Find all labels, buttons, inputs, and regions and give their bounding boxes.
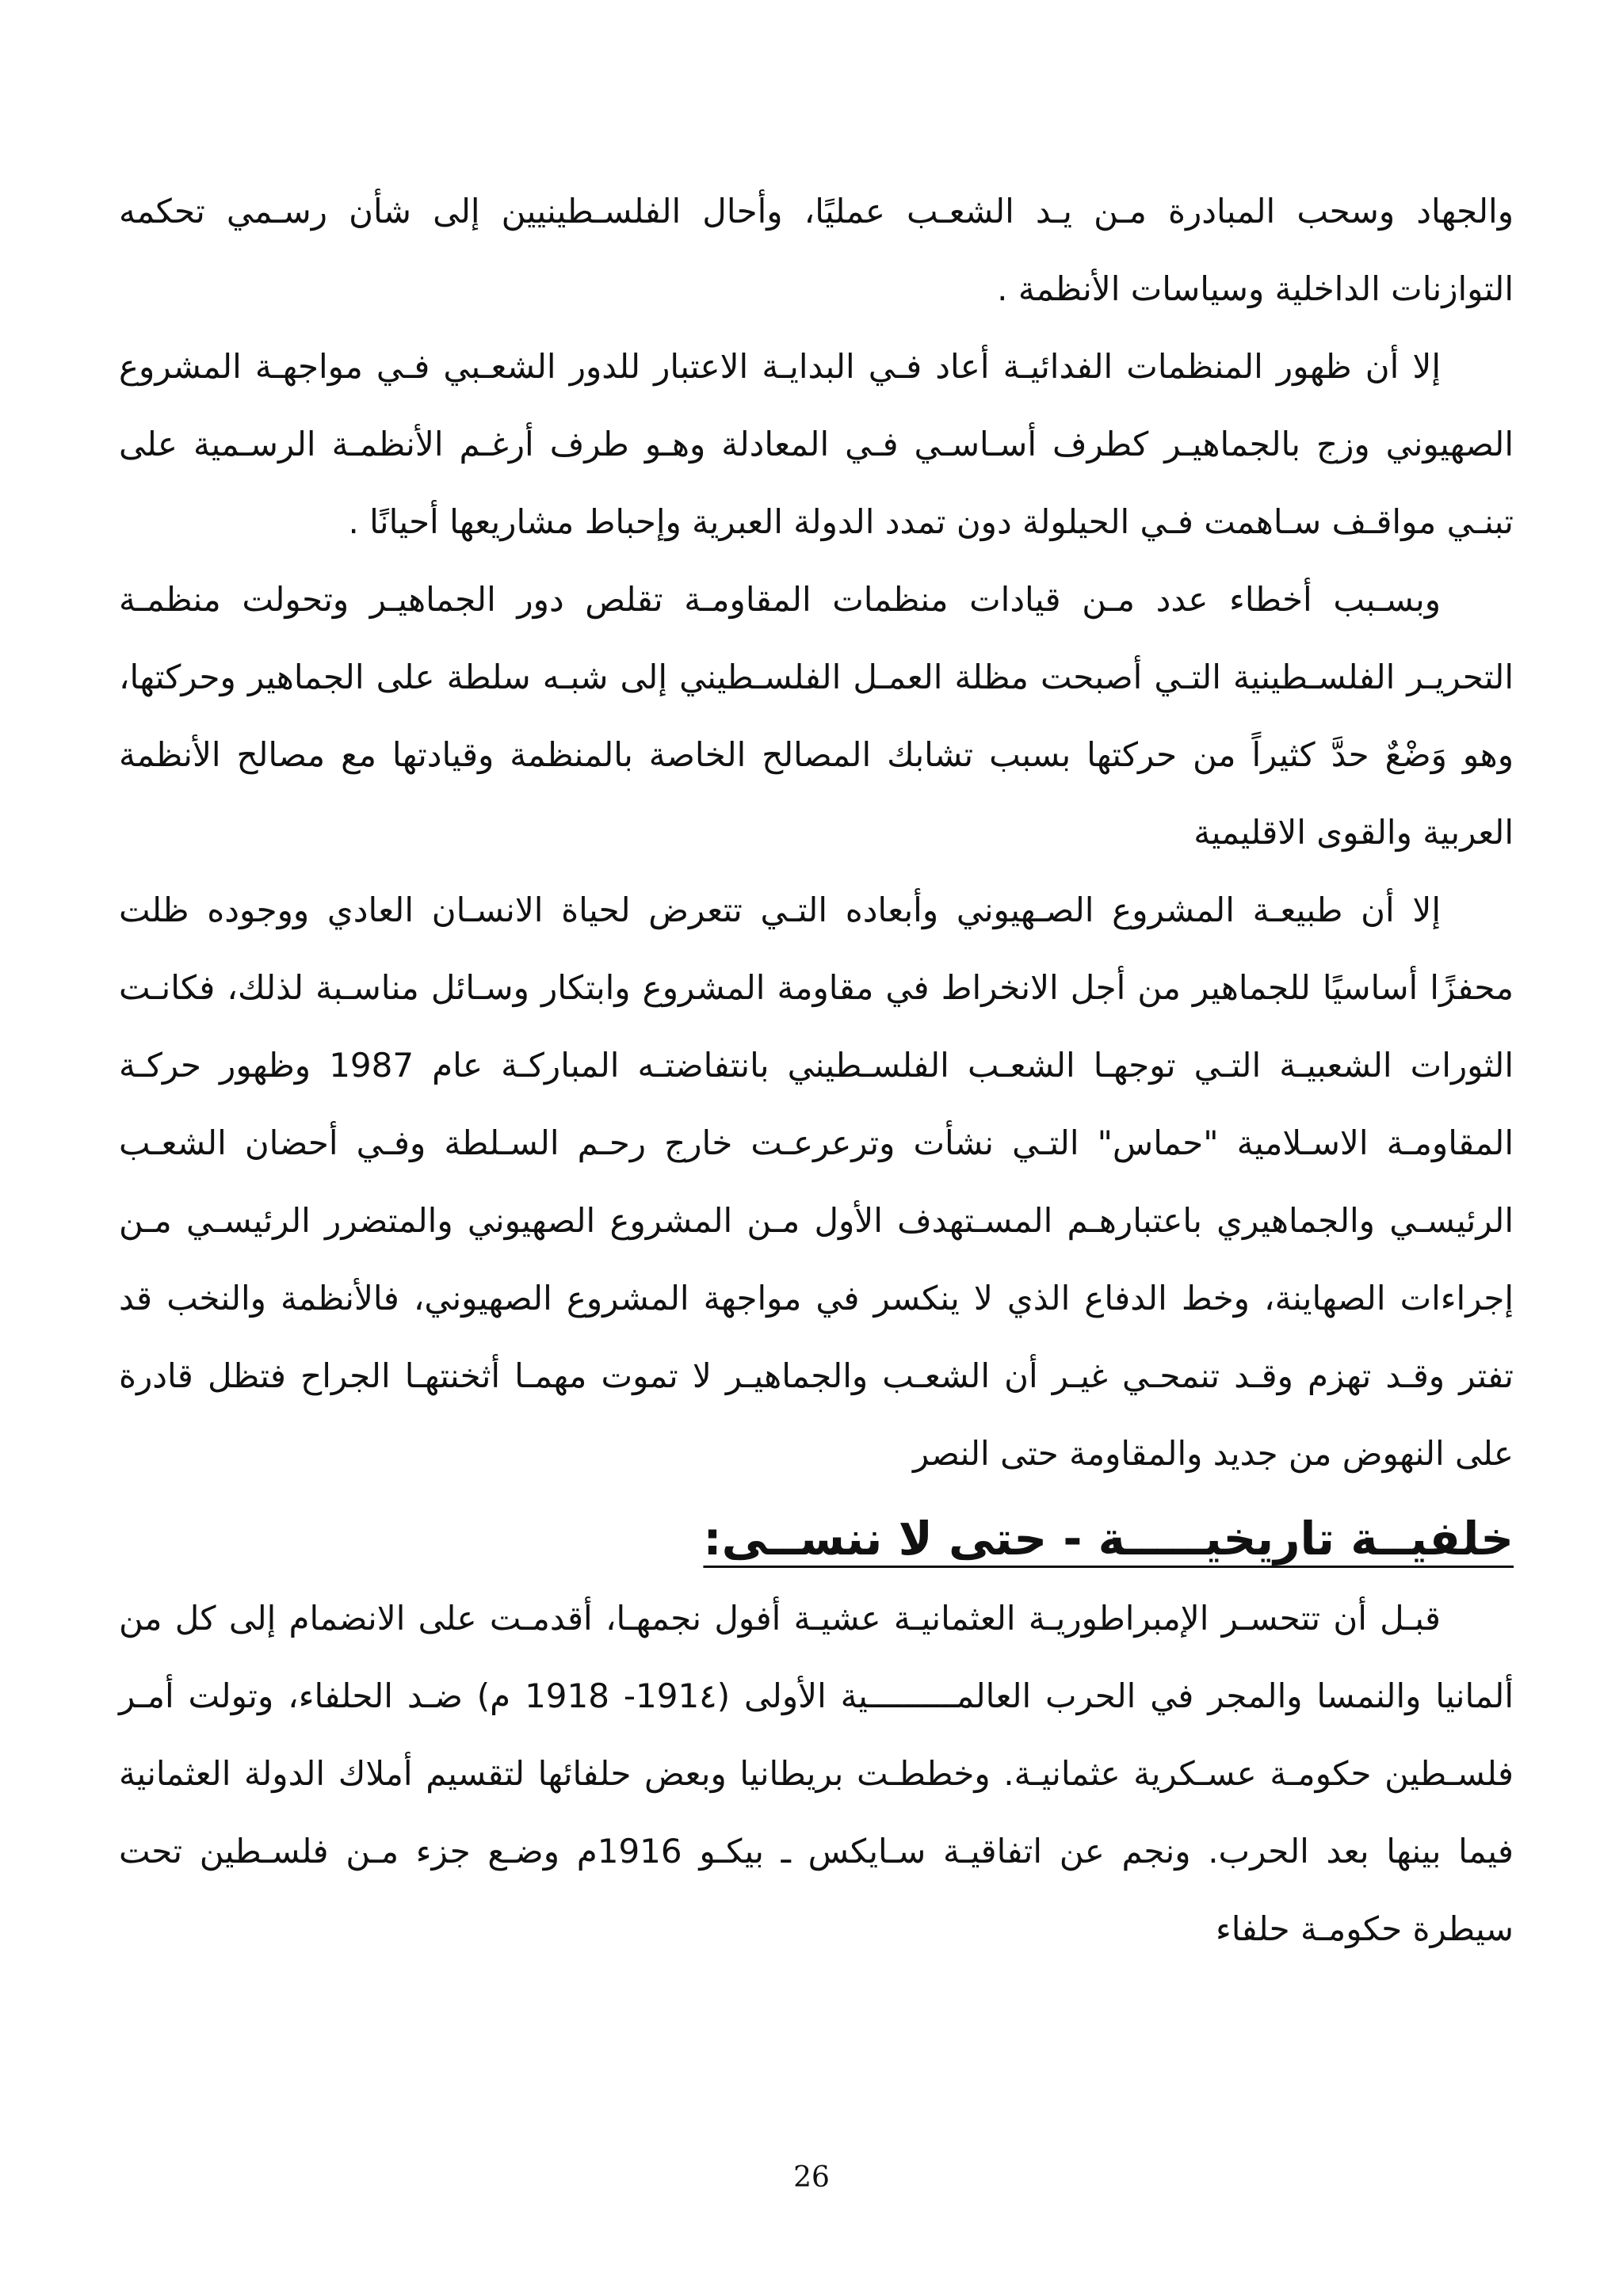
paragraph-fedayeen: إلا أن ظهور المنظمات الفدائيـة أعاد فـي البدايـة الاعتبار للدور الشعـبي فـي مواجهـة المشروع الصهيوني وزج بالجماهيـر كطرف أسـاسـي فـي المعادلة وهـو طرف أرغـم الأنظمـة الرسـمية على تبنـي مواقـف سـاهمت فـي الحيلولة دون تمدد الدولة العبرية وإحباط مشاريعها أحيانًا . — [119, 347, 1514, 541]
document-page — [119, 173, 1514, 1968]
section-heading-text: خلفيــة تاريخيـــــة - حتى لا ننســى: — [703, 1512, 1514, 1566]
page-number: 26 — [793, 2161, 830, 2194]
paragraph-plo: وبسـبب أخطاء عدد مـن قيادات منظمات المقاومـة تقلص دور الجماهيـر وتحولت منظمـة التحريـر الفلسـطينية التـي أصبحت مظلة العمـل الفلسـطيني إلى شبـه سلطة على الجماهير وحركتها، وهو وَضْعٌ حدَّ كثيراً من حركتها بسبب تشابك المصالح الخاصة بالمنظمة وقيادتها مع مصالح الأنظمة العربية والقوى الاقليمية — [119, 580, 1514, 852]
section-heading — [119, 1497, 1514, 1580]
paragraph-continuation: والجهاد وسحب المبادرة مـن يـد الشعـب عمليًا، وأحال الفلسـطينيين إلى شأن رسـمي تحكمه التوازنات الداخلية وسياسات الأنظمة . — [119, 192, 1514, 308]
paragraph-intifada: إلا أن طبيعـة المشروع الصـهيوني وأبعاده التـي تتعرض لحياة الانسـان العادي ووجوده ظلت محفزًا أساسيًا للجماهير من أجل الانخراط في مقاومة المشروع وابتكار وسـائل مناسـبة لذلك، فكانـت الثورات الشعبيـة التـي توجهـا الشعـب الفلسـطيني بانتفاضتـه المباركـة عام 1987 وظهور حركـة المقاومـة الاسـلامية "حماس" التـي نشأت وترعرعـت خارج رحـم السـلطة وفـي أحضان الشعـب الرئيسـي والجماهيري باعتبارهـم المسـتهدف الأول مـن المشروع الصهيوني والمتضرر الرئيسـي مـن إجراءات الصهاينة، وخط الدفاع الذي لا ينكسر في مواجهة المشروع الصهيوني، فالأنظمة والنخب قد تفتر وقـد تهزم وقـد تنمحـي غيـر أن الشعـب والجماهيـر لا تموت مهمـا أثخنتهـا الجراح فتظل قادرة على النهوض من جديد والمقاومة حتى النصر — [119, 891, 1514, 1473]
paragraph-ottoman: قبـل أن تتحسـر الإمبراطوريـة العثمانيـة عشيـة أفول نجمهـا، أقدمـت على الانضمام إلى كل من ألمانيا والنمسا والمجر في الحرب العالمـــــــــية الأولى (191٤- 1918 م) ضـد الحلفاء، وتولت أمـر فلسـطين حكومـة عسـكرية عثمانيـة. وخططـت بريطانيا وبعض حلفائها لتقسيم أملاك الدولة العثمانية فيما بينها بعد الحرب. ونجم عن اتفاقيـة سـايكس ـ بيكـو 1916م وضـع جزء مـن فلسـطين تحت سيطرة حكومـة حلفاء — [119, 1599, 1514, 1948]
